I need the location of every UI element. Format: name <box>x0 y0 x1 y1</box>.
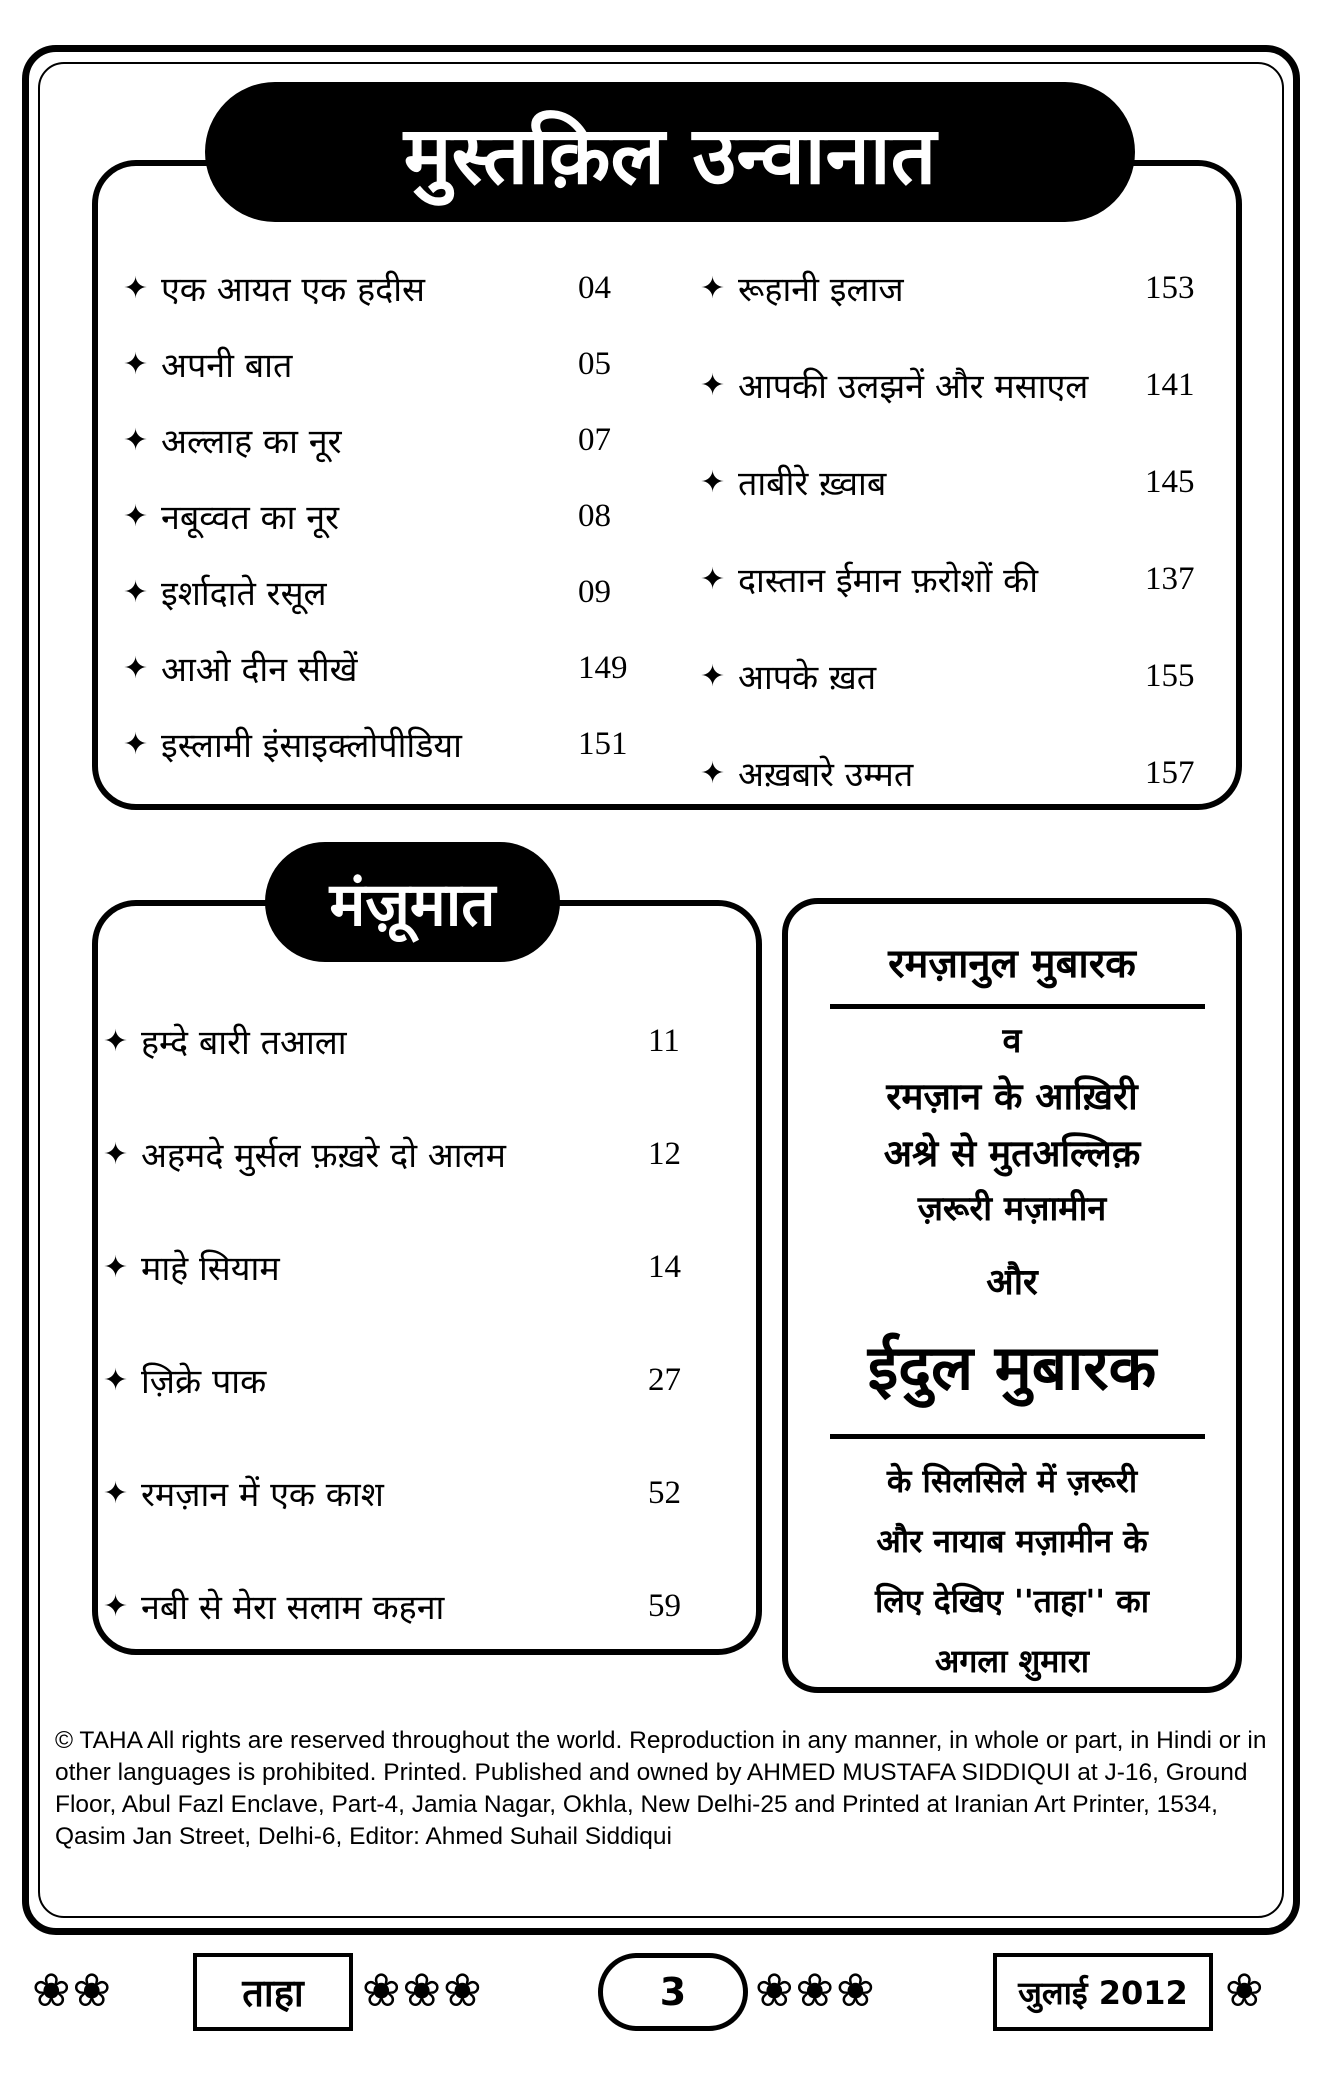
regular-left-item-page: 09 <box>578 573 611 610</box>
star-bullet-icon: ✦ <box>123 498 149 534</box>
star-bullet-icon: ✦ <box>123 346 149 382</box>
flower-icon: ❀ <box>32 1963 73 2017</box>
regular-right-item-label: अख़बारे उम्मत <box>738 755 914 795</box>
star-bullet-icon: ✦ <box>103 1475 129 1511</box>
regular-right-item-label: ताबीरे ख़्वाब <box>738 464 887 504</box>
regular-left-item-page: 04 <box>578 269 611 306</box>
star-bullet-icon: ✦ <box>123 422 149 458</box>
regular-left-item-page: 05 <box>578 345 611 382</box>
flower-ornament-left <box>32 1963 113 2017</box>
star-bullet-icon: ✦ <box>123 574 149 610</box>
flower-ornament-mid-right <box>755 1963 877 2017</box>
magazine-name-box <box>193 1953 353 2031</box>
regular-right-item-page: 157 <box>1145 754 1195 791</box>
poems-item <box>103 1583 718 1629</box>
regular-right-item <box>700 556 1215 602</box>
regular-right-item-page: 137 <box>1145 560 1195 597</box>
regular-right-item-page: 141 <box>1145 366 1195 403</box>
regular-left-item-page: 08 <box>578 497 611 534</box>
poems-item-page: 27 <box>648 1361 681 1398</box>
regular-right-item-page: 145 <box>1145 463 1195 500</box>
poems-item-page: 11 <box>648 1022 680 1059</box>
flower-icon: ❀ <box>362 1963 403 2017</box>
poems-item-label: हम्दे बारी तआला <box>141 1023 347 1063</box>
poems-item-label: नबी से मेरा सलाम कहना <box>141 1588 445 1628</box>
regular-left-item <box>123 265 648 311</box>
regular-left-item-label: एक आयत एक हदीस <box>161 270 425 310</box>
star-bullet-icon: ✦ <box>103 1136 129 1172</box>
star-bullet-icon: ✦ <box>103 1588 129 1624</box>
star-bullet-icon: ✦ <box>103 1249 129 1285</box>
promo-line-4: के सिलसिले में ज़रूरी <box>886 1462 1138 1500</box>
regular-right-item <box>700 653 1215 699</box>
poems-item <box>103 1470 718 1516</box>
flower-icon: ❀ <box>1225 1963 1266 2017</box>
regular-right-item-label: रूहानी इलाज <box>738 270 904 310</box>
poems-item-label: रमज़ान में एक काश <box>141 1475 384 1515</box>
regular-columns-title: मुस्तक़िल उन्वानात <box>205 82 1135 222</box>
regular-left-item-label: नबूव्वत का नूर <box>161 498 340 538</box>
regular-left-item <box>123 721 648 767</box>
promo-line-3: ज़रूरी मज़ामीन <box>917 1189 1107 1229</box>
star-bullet-icon: ✦ <box>700 658 726 694</box>
poems-item-page: 12 <box>648 1135 681 1172</box>
regular-right-item-page: 155 <box>1145 657 1195 694</box>
poems-item <box>103 1018 718 1064</box>
promo-eid-heading: ईदुल मुबारक <box>867 1331 1157 1404</box>
regular-left-item <box>123 341 648 387</box>
star-bullet-icon: ✦ <box>700 755 726 791</box>
regular-right-item-label: दास्तान ईमान फ़रोशों की <box>738 561 1039 601</box>
promo-va: व <box>1002 1021 1022 1061</box>
copyright-notice: © TAHA All rights are reserved throughout the world. Reproduction in any manner, in whole or part, in Hindi or in other languages is prohibited. Printed. Published and owned by AHMED MUSTAFA SIDDIQUI at J-16, Ground Floor, Abul Fazl Enclave, Part-4, Jamia Nagar, Okhla, New Delhi-25 and Printed at Iranian Art Printer, 1534, Qasim Jan Street, Delhi-6, Editor: Ahmed Suhail Siddiqui <box>55 1727 1267 1850</box>
promo-heading: रमज़ानुल मुबारक <box>888 941 1136 987</box>
star-bullet-icon: ✦ <box>700 270 726 306</box>
regular-right-item-label: आपके ख़त <box>738 658 877 698</box>
regular-right-item <box>700 750 1215 796</box>
regular-left-item <box>123 493 648 539</box>
promo-line-1: रमज़ान के आख़िरी <box>886 1075 1138 1118</box>
flower-icon: ❀ <box>443 1963 484 2017</box>
promo-line-6: लिए देखिए ''ताहा'' का <box>874 1582 1150 1620</box>
regular-left-item <box>123 569 648 615</box>
promo-line-5: और नायाब मज़ामीन के <box>876 1522 1148 1560</box>
poems-item-page: 14 <box>648 1248 681 1285</box>
flower-ornament-mid-left <box>362 1963 484 2017</box>
poems-item-label: ज़िक्रे पाक <box>141 1362 267 1402</box>
promo-box <box>782 898 1242 1693</box>
issue-date-box <box>993 1953 1213 2031</box>
regular-left-item-label: अल्लाह का नूर <box>161 422 342 462</box>
regular-right-item <box>700 265 1215 311</box>
regular-left-item-label: इस्लामी इंसाइक्लोपीडिया <box>161 726 462 766</box>
poems-item-page: 59 <box>648 1587 681 1624</box>
regular-left-item-label: आओ दीन सीखें <box>161 650 358 690</box>
promo-aur: और <box>986 1262 1038 1303</box>
flower-icon: ❀ <box>836 1963 877 2017</box>
star-bullet-icon: ✦ <box>123 726 149 762</box>
promo-line-2: अश्रे से मुतअल्लिक़ <box>883 1132 1141 1175</box>
star-bullet-icon: ✦ <box>103 1362 129 1398</box>
flower-ornament-right <box>1225 1963 1266 2017</box>
regular-left-item-label: इर्शादाते रसूल <box>161 574 327 614</box>
flower-icon: ❀ <box>755 1963 796 2017</box>
page-number-box <box>598 1953 748 2031</box>
magazine-name: ताहा <box>242 1971 304 2015</box>
star-bullet-icon: ✦ <box>103 1023 129 1059</box>
flower-icon: ❀ <box>402 1963 444 2017</box>
star-bullet-icon: ✦ <box>700 561 726 597</box>
promo-rule-bottom <box>830 1434 1205 1439</box>
star-bullet-icon: ✦ <box>700 464 726 500</box>
regular-left-item-page: 151 <box>578 725 628 762</box>
promo-line-7: अगला शुमारा <box>934 1642 1090 1680</box>
flower-icon: ❀ <box>72 1963 114 2017</box>
issue-date: जुलाई 2012 <box>1018 1973 1188 2012</box>
poems-item <box>103 1357 718 1403</box>
poems-item <box>103 1244 718 1290</box>
star-bullet-icon: ✦ <box>123 270 149 306</box>
regular-left-item-page: 149 <box>578 649 628 686</box>
regular-right-item <box>700 459 1215 505</box>
regular-left-item <box>123 645 648 691</box>
regular-left-item <box>123 417 648 463</box>
regular-right-item-page: 153 <box>1145 269 1195 306</box>
regular-right-item <box>700 362 1215 408</box>
poems-title: मंज़ूमात <box>265 842 560 962</box>
regular-right-item-label: आपकी उलझनें और मसाएल <box>738 367 1089 407</box>
poems-item <box>103 1131 718 1177</box>
regular-left-item-page: 07 <box>578 421 611 458</box>
regular-left-item-label: अपनी बात <box>161 346 293 386</box>
promo-rule-top <box>830 1004 1205 1009</box>
page-number: 3 <box>659 1970 687 2014</box>
star-bullet-icon: ✦ <box>123 650 149 686</box>
poems-item-page: 52 <box>648 1474 681 1511</box>
poems-item-label: अहमदे मुर्सल फ़ख़रे दो आलम <box>141 1136 506 1176</box>
flower-icon: ❀ <box>795 1963 837 2017</box>
poems-item-label: माहे सियाम <box>141 1249 280 1289</box>
star-bullet-icon: ✦ <box>700 367 726 403</box>
